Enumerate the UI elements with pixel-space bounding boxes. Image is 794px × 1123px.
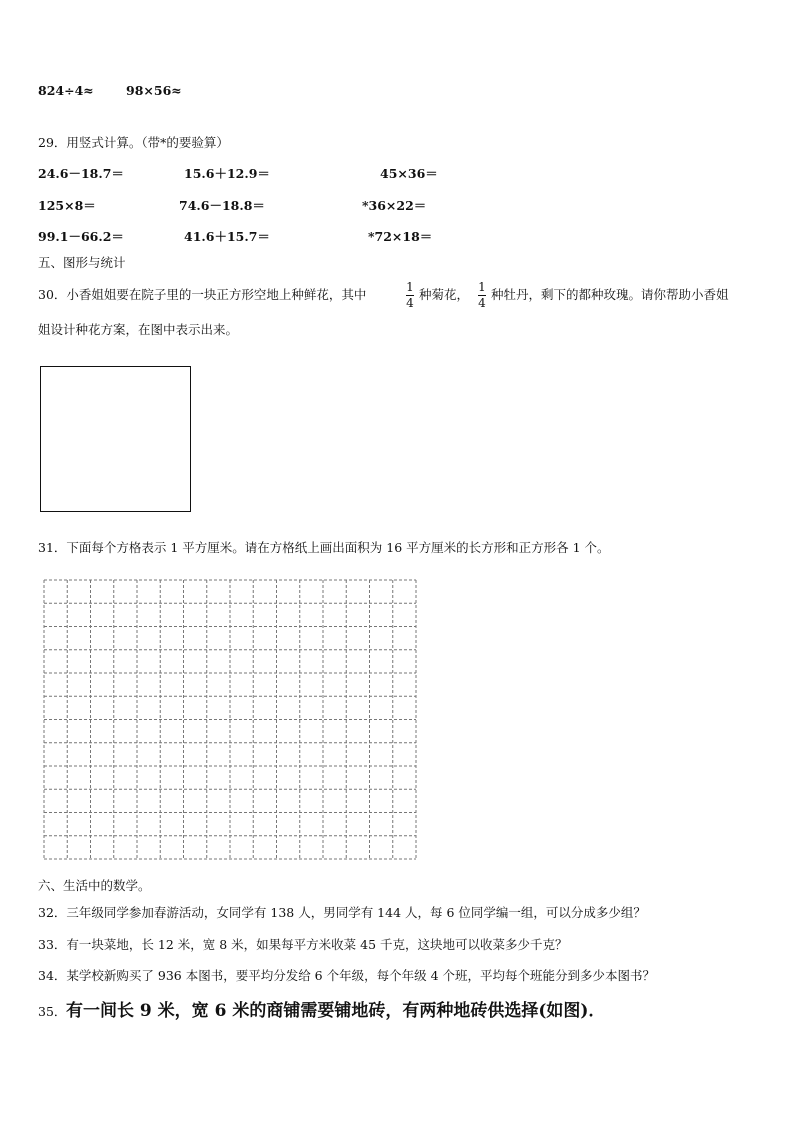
fraction-one-quarter: [406, 281, 414, 310]
q29-item: *36×22＝: [362, 198, 427, 213]
square-grid-paper: [43, 579, 417, 860]
fraction-one-quarter: [478, 281, 486, 310]
q29-item: 45×36＝: [380, 166, 438, 181]
q30-text-part2: 种菊花，: [419, 287, 470, 302]
estimate-2: 98×56≈: [126, 83, 182, 98]
q35-text: 有一间长 9 米，宽 6 米的商铺需要铺地砖，有两种地砖供选择(如图)．: [66, 1001, 606, 1021]
q29-item: 125×8＝: [38, 198, 96, 213]
estimate-1: 824÷4≈: [38, 83, 94, 98]
section-5-heading: 五、图形与统计: [38, 255, 126, 270]
q29-title: 29．用竖式计算。（带*的要验算）: [38, 135, 229, 150]
q31-text: 31．下面每个方格表示 1 平方厘米。请在方格纸上画出面积为 16 平方厘米的长方形和正方形各 1 个。: [38, 540, 610, 555]
square-plot-figure: [40, 366, 191, 512]
q35-number: 35．: [38, 1004, 67, 1019]
q34-text: 34．某学校新购买了 936 本图书，要平均分发给 6 个年级，每个年级 4 个班，平均每个班能分到多少本图书？: [38, 968, 656, 983]
q30-text-line2: 姐设计种花方案，在图中表示出来。: [38, 322, 239, 337]
fraction-denominator: 4: [406, 296, 414, 310]
fraction-numerator: 1: [478, 280, 486, 294]
fraction-denominator: 4: [478, 296, 486, 310]
q32-text: 32．三年级同学参加春游活动，女同学有 138 人，男同学有 144 人，每 6 位同学编一组，可以分成多少组？: [38, 905, 646, 920]
q29-item: *72×18＝: [368, 229, 433, 244]
q29-item: 24.6－18.7＝: [38, 166, 124, 181]
q30-text-part1: 30．小香姐姐要在院子里的一块正方形空地上种鲜花，其中: [38, 287, 367, 302]
q29-item: 15.6＋12.9＝: [184, 166, 270, 181]
section-6-heading: 六、生活中的数学。: [38, 878, 151, 893]
q29-item: 99.1－66.2＝: [38, 229, 124, 244]
q29-item: 41.6＋15.7＝: [184, 229, 270, 244]
q29-item: 74.6－18.8＝: [179, 198, 265, 213]
q33-text: 33．有一块菜地，长 12 米，宽 8 米，如果每平方米收菜 45 千克，这块地可以收菜多少千克？: [38, 937, 568, 952]
q30-text-part3: 种牡丹，剩下的都种玫瑰。请你帮助小香姐: [491, 287, 729, 302]
fraction-numerator: 1: [406, 280, 414, 294]
